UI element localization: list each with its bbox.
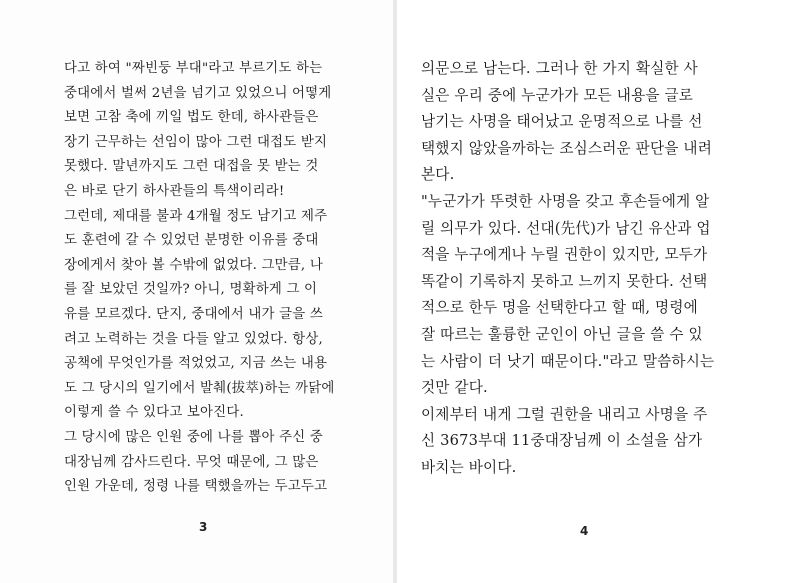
- text-line: 그 당시에 많은 인원 중에 나를 뽑아 주신 중: [64, 429, 323, 445]
- text-line: 것만 같다.: [421, 379, 488, 397]
- text-line: 공책에 무엇인가를 적었었고, 지금 쓰는 내용: [64, 356, 328, 372]
- text-line: 잘 따르는 훌륭한 군인이 아닌 글을 쓸 수 있: [421, 325, 703, 343]
- text-line: 의문으로 남는다. 그러나 한 가지 확실한 사: [421, 60, 698, 77]
- text-line: 중대에서 벌써 2년을 넘기고 있었으니 어떻게: [64, 85, 332, 101]
- text-line: 도 그 당시의 일기에서 발췌(拔萃)하는 까닭에: [64, 380, 335, 396]
- text-line: 택했지 않았을까하는 조심스러운 판단을 내려: [421, 139, 713, 157]
- text-line: 신 3673부대 11중대장님께 이 소설을 삼가: [421, 432, 703, 450]
- text-line: 려고 노력하는 것을 다들 알고 있었다. 항상,: [64, 331, 323, 347]
- left-page: [0, 0, 393, 583]
- text-line: 못했다. 말년까지도 그런 대접을 못 받는 것: [64, 159, 319, 175]
- text-line: 를 잘 보았던 것일까? 아니, 명확하게 그 이: [64, 282, 318, 298]
- text-line: 적을 누구에게나 누릴 권한이 있지만, 모두가: [421, 246, 708, 264]
- text-line: 도 훈련에 갈 수 있었던 분명한 이유를 중대: [64, 233, 319, 249]
- text-line: "누군가가 뚜렷한 사명을 갖고 후손들에게 알: [421, 192, 710, 210]
- left-page-body: [64, 57, 334, 500]
- text-line: 그런데, 제대를 불과 4개월 정도 남기고 제주: [64, 208, 328, 224]
- text-line: 대장님께 감사드린다. 무엇 때문에, 그 많은: [64, 454, 319, 470]
- text-line: 남기는 사명을 태어났고 운명적으로 나를 선: [421, 113, 703, 131]
- text-line: 유를 모르겠다. 단지, 중대에서 내가 글을 쓰: [64, 306, 323, 322]
- text-line: 바치는 바이다.: [421, 458, 517, 476]
- right-page: [397, 0, 793, 583]
- text-line: 다고 하여 "짜빈둥 부대"라고 부르기도 하는: [64, 61, 323, 76]
- text-line: 실은 우리 중에 누군가가 모든 내용을 글로: [421, 86, 694, 104]
- text-line: 보면 고참 축에 끼일 법도 한데, 하사관들은: [64, 110, 319, 126]
- text-line: 인원 가운데, 정령 나를 택했을까는 두고두고: [64, 479, 328, 495]
- page-number: 4: [580, 524, 589, 538]
- text-line: 본다.: [421, 166, 455, 184]
- text-line: 똑같이 기록하지 못하고 느끼지 못한다. 선택: [421, 272, 708, 290]
- page-number: 3: [199, 520, 208, 534]
- text-line: 장기 근무하는 선임이 많아 그런 대접도 받지: [64, 134, 328, 150]
- text-line: 장에게서 찾아 볼 수밖에 없었다. 그만큼, 나: [64, 257, 323, 273]
- text-line: 이제부터 내게 그럴 권한을 내리고 사명을 주: [421, 405, 708, 423]
- text-line: 적으로 한두 명을 선택한다고 할 때, 명령에: [421, 299, 698, 317]
- text-line: 는 사람이 더 낫기 때문이다."라고 말씀하시는: [421, 352, 715, 370]
- text-line: 이렇게 쓸 수 있다고 보아진다.: [64, 405, 244, 421]
- right-page-body: [421, 56, 714, 482]
- text-line: 은 바로 단기 하사관들의 특색이리라!: [64, 183, 285, 199]
- text-line: 릴 의무가 있다. 선대(先代)가 남긴 유산과 업: [421, 219, 711, 237]
